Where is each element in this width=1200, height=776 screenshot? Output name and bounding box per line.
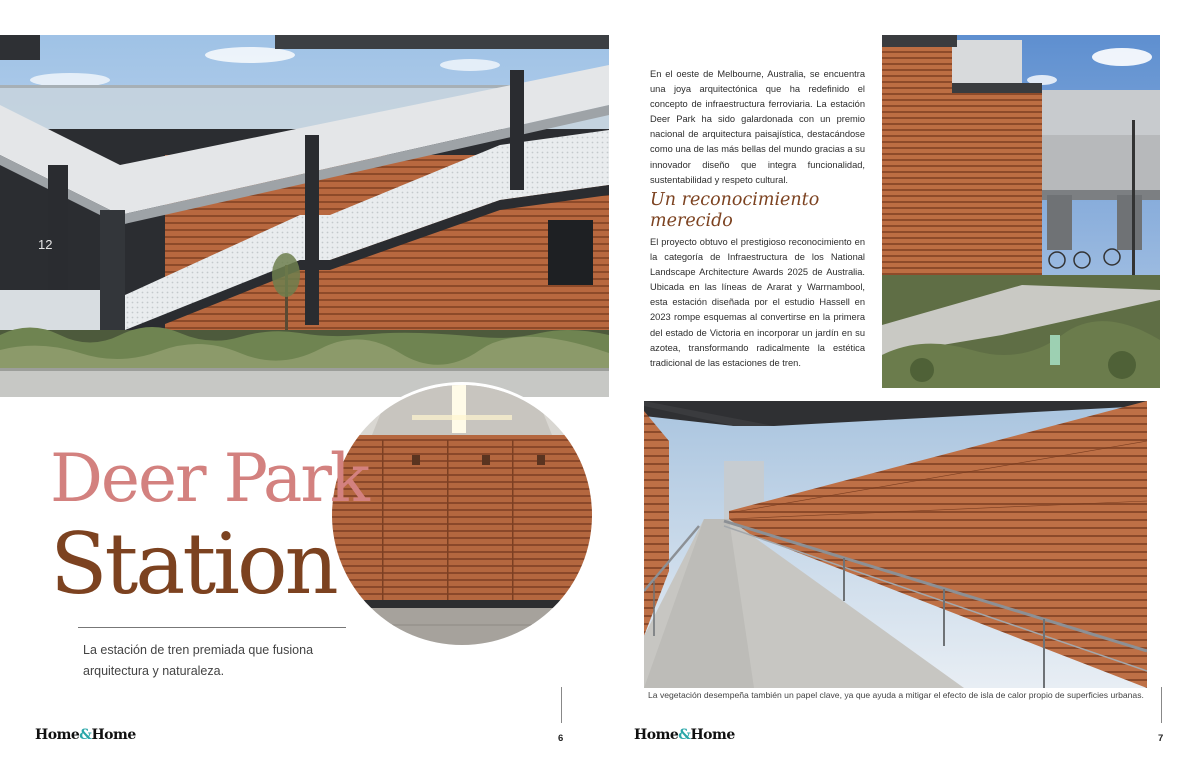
facade-photo xyxy=(882,35,1160,388)
photo-caption: La vegetación desempeña también un papel clave, ya que ayuda a mitigar el efecto de isla de calor propio de superficies urbanas. xyxy=(648,690,1144,700)
footer-divider-left xyxy=(561,687,562,723)
subtitle: La estación de tren premiada que fusiona arquitectura y naturaleza. xyxy=(83,643,314,678)
footer-divider-right xyxy=(1161,687,1162,723)
page-number-right: 7 xyxy=(1158,733,1164,744)
brand-logo-left: Home&Home xyxy=(35,727,136,743)
ramp-photo xyxy=(644,401,1147,688)
title-line-station: Station xyxy=(50,515,336,613)
station-stairs-photo xyxy=(0,35,609,397)
platform-sign-number: 12 xyxy=(38,237,53,252)
interior-round-photo xyxy=(329,382,595,648)
section-heading: Un reconocimiento merecido xyxy=(650,190,820,231)
title-line-deer-park: Deer Park xyxy=(50,440,368,517)
page-number-left: 6 xyxy=(558,733,564,744)
intro-paragraph: En el oeste de Melbourne, Australia, se encuentra una joya arquitectónica que ha redefinido el concepto de infraestructura ferroviaria. La estación Deer Park ha sido galardonada con un premio nacional de arquitectura paisajística, destacándose como una de las más bellas del mundo gracias a su innovador diseño que integra funcionalidad, sustentabilidad y respeto cultural. xyxy=(650,69,865,185)
brand-logo-right: Home&Home xyxy=(634,727,735,743)
section-paragraph: El proyecto obtuvo el prestigioso reconocimiento en la categoría de Infraestructura de los National Landscape Architecture Awards 2025 de Australia. Ubicada en las líneas de Ararat y Warrnambool, esta estación diseñada por el estudio Hassell en 2023 rompe esquemas al convertirse en la primera del estado de Victoria en incorporar un jardín en su azotea, transformando radicalmente la estética tradicional de las estaciones de tren. xyxy=(650,237,865,368)
title-divider xyxy=(78,627,346,628)
